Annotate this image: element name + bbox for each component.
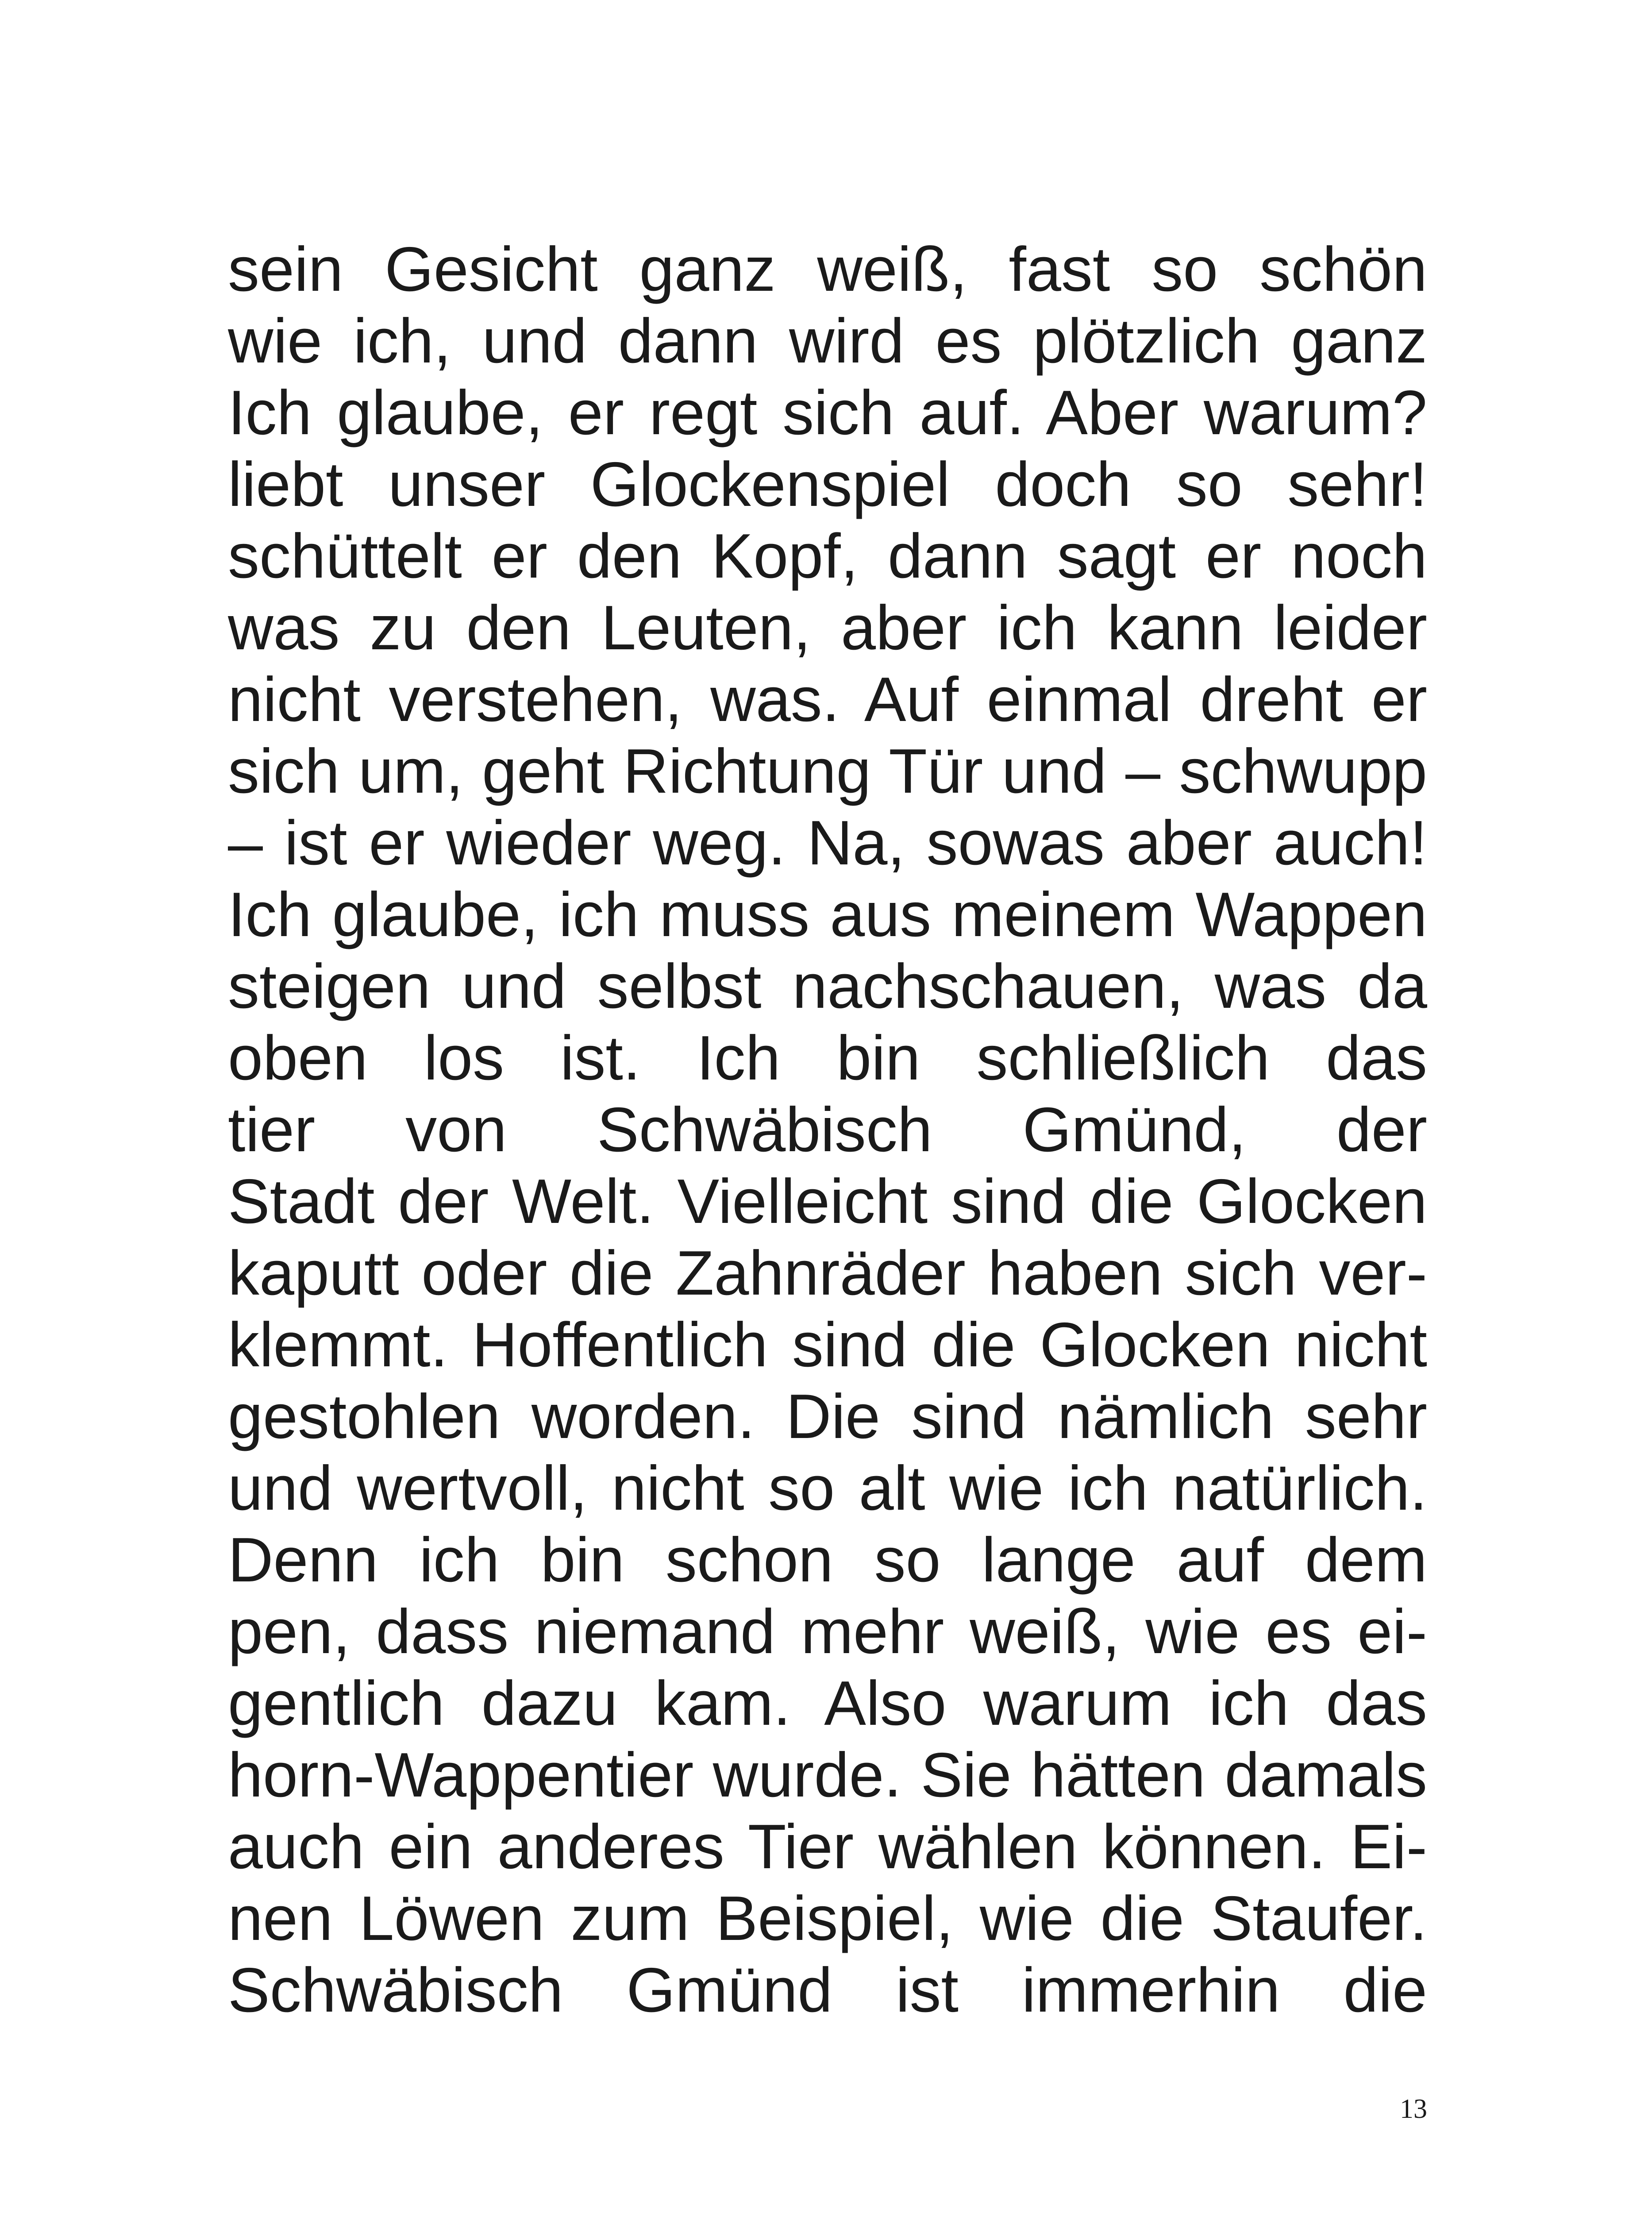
text-line: kaputt oder die Zahnräder haben sich ver- <box>228 1238 1427 1308</box>
text-line: Denn ich bin schon so lange auf dem <box>228 1525 1427 1595</box>
text-line: liebt unser Glockenspiel doch so sehr! <box>228 449 1427 520</box>
text-line: auch ein anderes Tier wählen können. Ei- <box>228 1812 1427 1882</box>
text-line: Ich glaube, ich muss aus meinem Wappen <box>228 879 1427 950</box>
text-line: gestohlen worden. Die sind nämlich sehr <box>228 1381 1427 1452</box>
text-line: – ist er wieder weg. Na, sowas aber auch! <box>228 808 1427 878</box>
body-text <box>228 234 1427 2026</box>
text-line: tier von Schwäbisch Gmünd, der <box>228 1095 1427 1165</box>
text-line: oben los ist. Ich bin schließlich das <box>228 1023 1427 1093</box>
text-line: Stadt der Welt. Vielleicht sind die Glocken <box>228 1166 1427 1237</box>
page-number: 13 <box>1400 2094 1427 2124</box>
text-line: nicht verstehen, was. Auf einmal dreht er <box>228 664 1427 735</box>
text-line: was zu den Leuten, aber ich kann leider <box>228 593 1427 663</box>
text-line: schüttelt er den Kopf, dann sagt er noch <box>228 521 1427 591</box>
text-line: gentlich dazu kam. Also warum ich das <box>228 1668 1427 1739</box>
text-line: Schwäbisch Gmünd ist immerhin die <box>228 1955 1427 2025</box>
text-line: sich um, geht Richtung Tür und – schwupp <box>228 736 1427 806</box>
text-line: horn-Wappentier wurde. Sie hätten damals <box>228 1740 1427 1810</box>
text-line: steigen und selbst nachschauen, was da <box>228 951 1427 1022</box>
text-line: sein Gesicht ganz weiß, fast so schön <box>228 234 1427 305</box>
text-line: klemmt. Hoffentlich sind die Glocken nicht <box>228 1310 1427 1380</box>
text-line: Ich glaube, er regt sich auf. Aber warum? <box>228 378 1427 448</box>
text-line: nen Löwen zum Beispiel, wie die Staufer. <box>228 1883 1427 1954</box>
text-line: und wertvoll, nicht so alt wie ich natürlich. <box>228 1453 1427 1523</box>
text-line: wie ich, und dann wird es plötzlich ganz <box>228 306 1427 376</box>
text-line: pen, dass niemand mehr weiß, wie es ei- <box>228 1596 1427 1667</box>
